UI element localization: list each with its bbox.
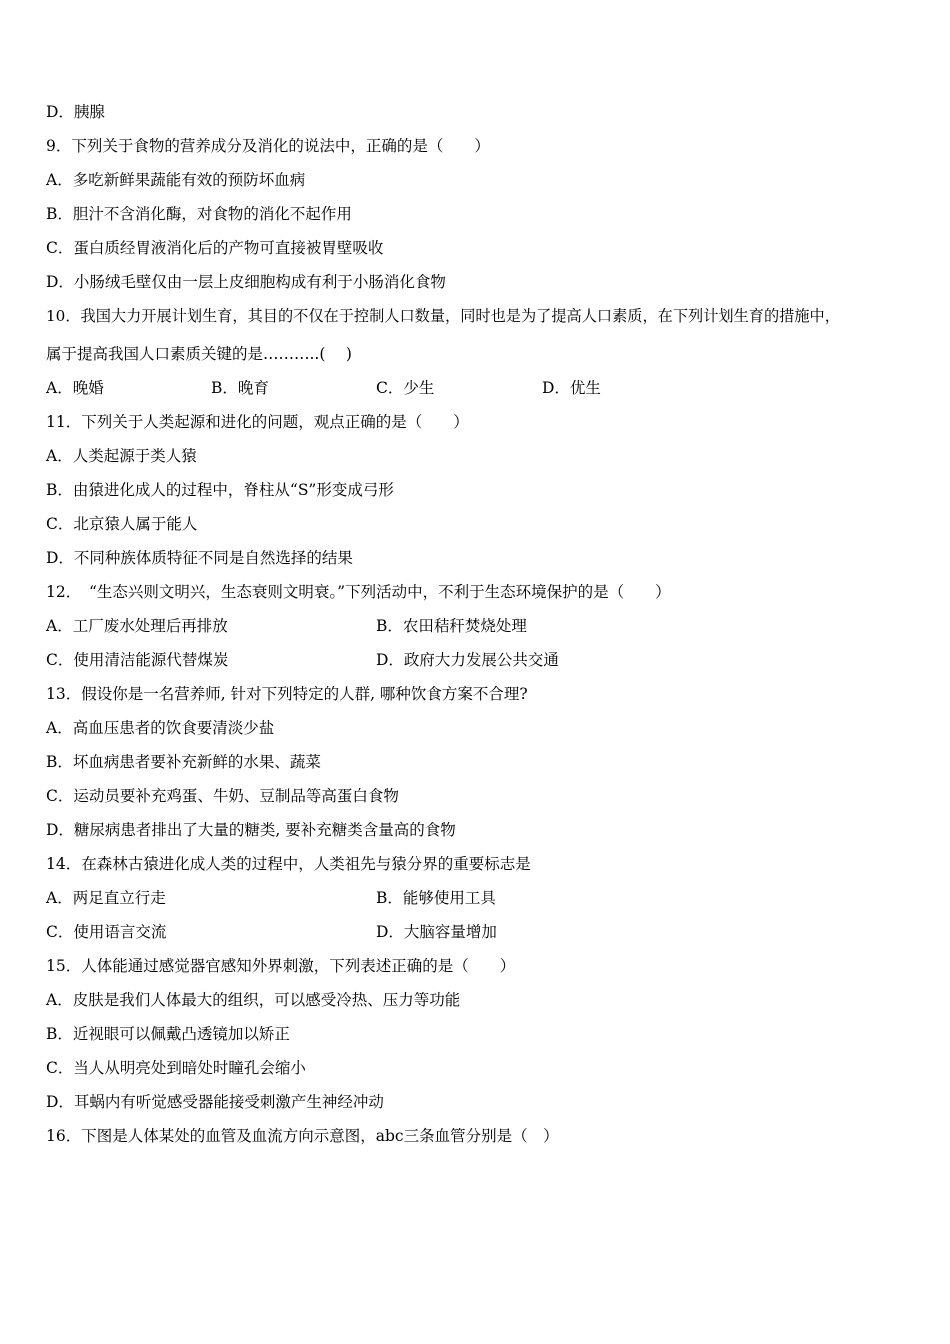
q13-option-a: A．高血压患者的饮食要清淡少盐 [46, 719, 275, 737]
q14-stem: 14．在森林古猿进化成人类的过程中，人类祖先与猿分界的重要标志是 [46, 855, 531, 873]
q13-stem: 13．假设你是一名营养师, 针对下列特定的人群, 哪种饮食方案不合理? [46, 685, 528, 703]
q14-option-a: A．两足直立行走 [46, 889, 166, 907]
q11-stem: 11．下列关于人类起源和进化的问题，观点正确的是（ ） [46, 413, 469, 431]
q14-option-d: D．大脑容量增加 [376, 923, 497, 941]
q10-option-b: B．晚育 [211, 379, 269, 397]
q13-option-b: B．坏血病患者要补充新鲜的水果、蔬菜 [46, 753, 321, 771]
q9-stem: 9．下列关于食物的营养成分及消化的说法中，正确的是（ ） [46, 137, 490, 155]
q14-option-c: C．使用语言交流 [46, 923, 167, 941]
q12-option-b: B．农田秸秆焚烧处理 [376, 617, 527, 635]
q15-stem: 15．人体能通过感觉器官感知外界刺激，下列表述正确的是（ ） [46, 957, 516, 975]
q9-option-b: B．胆汁不含消化酶，对食物的消化不起作用 [46, 205, 352, 223]
q11-option-c: C．北京猿人属于能人 [46, 515, 198, 533]
q15-option-a: A．皮肤是我们人体最大的组织，可以感受冷热、压力等功能 [46, 991, 461, 1009]
q14-option-b: B．能够使用工具 [376, 889, 496, 907]
q15-option-c: C．当人从明亮处到暗处时瞳孔会缩小 [46, 1059, 306, 1077]
q9-option-c: C．蛋白质经胃液消化后的产物可直接被胃壁吸收 [46, 239, 384, 257]
q11-option-d: D．不同种族体质特征不同是自然选择的结果 [46, 549, 353, 567]
q12-option-a: A．工厂废水处理后再排放 [46, 617, 228, 635]
q9-option-d: D．小肠绒毛壁仅由一层上皮细胞构成有利于小肠消化食物 [46, 273, 446, 291]
q10-option-a: A．晚婚 [46, 379, 104, 397]
q11-option-a: A．人类起源于类人猿 [46, 447, 197, 465]
q15-option-b: B．近视眼可以佩戴凸透镜加以矫正 [46, 1025, 290, 1043]
q12-option-c: C．使用清洁能源代替煤炭 [46, 651, 229, 669]
q16-stem: 16．下图是人体某处的血管及血流方向示意图，abc三条血管分别是（ ） [46, 1127, 559, 1145]
q10-option-d: D．优生 [542, 379, 601, 397]
q8-option-d: D．胰腺 [46, 103, 105, 121]
q13-option-c: C．运动员要补充鸡蛋、牛奶、豆制品等高蛋白食物 [46, 787, 399, 805]
q12-option-d: D．政府大力发展公共交通 [376, 651, 559, 669]
q10-option-c: C．少生 [376, 379, 435, 397]
q10-stem-line2: 属于提高我国人口素质关键的是………..( ) [46, 345, 352, 363]
q10-stem-line1: 10．我国大力开展计划生育，其目的不仅在于控制人口数量，同时也是为了提高人口素质，在下列计划生育的措施中， [46, 307, 840, 325]
q12-stem: 12． “生态兴则文明兴，生态衰则文明衰。”下列活动中，不利于生态环境保护的是（ ） [46, 583, 671, 601]
q15-option-d: D．耳蜗内有听觉感受器能接受刺激产生神经冲动 [46, 1093, 384, 1111]
q13-option-d: D．糖尿病患者排出了大量的糖类, 要补充糖类含量高的食物 [46, 821, 456, 839]
q9-option-a: A．多吃新鲜果蔬能有效的预防坏血病 [46, 171, 306, 189]
q11-option-b: B．由猿进化成人的过程中，脊柱从“S”形变成弓形 [46, 481, 394, 499]
